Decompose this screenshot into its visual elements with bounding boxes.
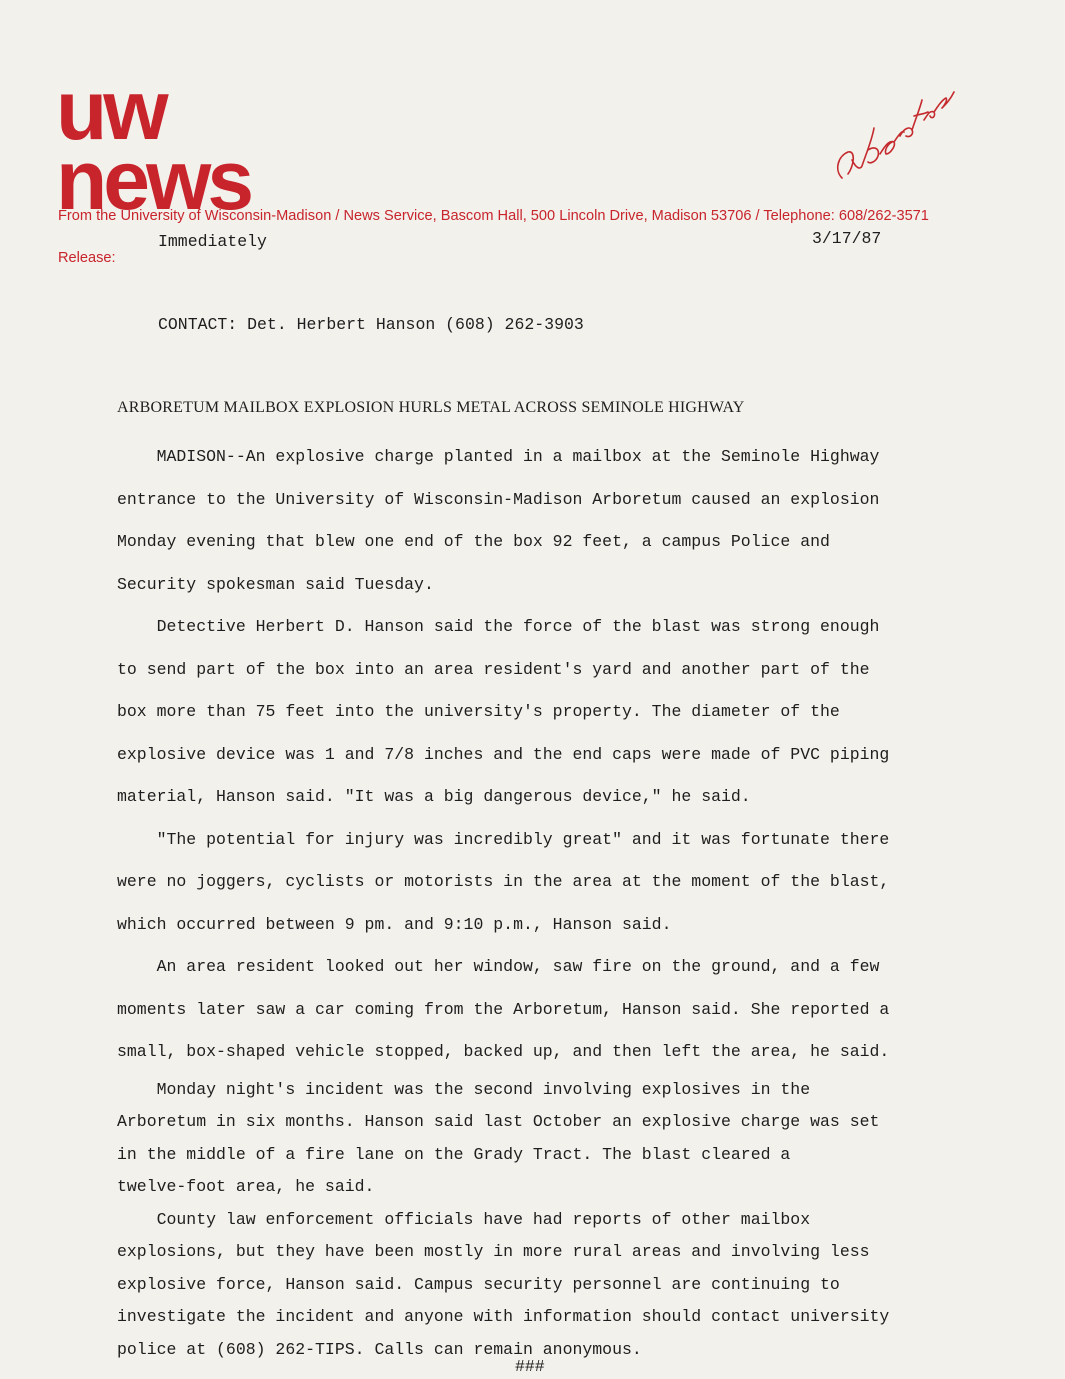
body-line: explosive device was 1 and 7/8 inches and the end caps were made of PVC piping — [117, 744, 890, 764]
release-label: Release: — [58, 250, 116, 266]
body-line: County law enforcement officials have had reports of other mailbox — [117, 1209, 811, 1229]
article-headline: ARBORETUM MAILBOX EXPLOSION HURLS METAL ACROSS SEMINOLE HIGHWAY — [117, 399, 745, 416]
end-mark: ### — [515, 1357, 545, 1376]
body-line: twelve-foot area, he said. — [117, 1177, 375, 1196]
handwritten-arboretum-note — [830, 70, 960, 190]
body-line: entrance to the University of Wisconsin-Madison Arboretum caused an explosion — [117, 489, 880, 509]
letterhead-address: From the University of Wisconsin-Madison / News Service, Bascom Hall, 500 Lincoln Drive, Madison 53706 / Telephone: 608/262-3571 — [58, 208, 929, 224]
body-line: investigate the incident and anyone with information should contact university — [117, 1307, 890, 1326]
contact-line: CONTACT: Det. Herbert Hanson (608) 262-3903 — [158, 315, 584, 334]
body-line: Monday evening that blew one end of the box 92 feet, a campus Police and — [117, 532, 830, 551]
release-value: Immediately — [158, 232, 267, 251]
logo-line-news: news — [56, 132, 251, 227]
body-line: which occurred between 9 pm. and 9:10 p.m., Hanson said. — [117, 914, 672, 934]
uw-news-logo — [56, 63, 251, 227]
body-line: to send part of the box into an area resident's yard and another part of the — [117, 659, 870, 679]
body-line: explosive force, Hanson said. Campus security personnel are continuing to — [117, 1274, 840, 1294]
body-line: material, Hanson said. "It was a big dangerous device," he said. — [117, 787, 751, 806]
body-line: Arboretum in six months. Hanson said last October an explosive charge was set — [117, 1112, 880, 1131]
body-line: in the middle of a fire lane on the Grady Tract. The blast cleared a — [117, 1144, 791, 1164]
body-double-spaced — [117, 436, 947, 1074]
logo-line-uw: uw — [56, 63, 165, 157]
body-line: Security spokesman said Tuesday. — [117, 574, 434, 594]
body-line: were no joggers, cyclists or motorists in the area at the moment of the blast, — [117, 872, 890, 891]
release-date: 3/17/87 — [812, 229, 882, 248]
body-line: An area resident looked out her window, saw fire on the ground, and a few — [117, 957, 880, 976]
body-line: Monday night's incident was the second involving explosives in the — [117, 1079, 811, 1099]
body-line: Detective Herbert D. Hanson said the force of the blast was strong enough — [117, 617, 880, 636]
body-line: "The potential for injury was incredibly great" and it was fortunate there — [117, 829, 890, 849]
body-line: explosions, but they have been mostly in more rural areas and involving less — [117, 1242, 870, 1261]
article-body — [117, 436, 947, 1366]
body-single-spaced — [117, 1074, 947, 1367]
body-line: MADISON--An explosive charge planted in a mailbox at the Seminole Highway — [117, 447, 880, 466]
body-line: small, box-shaped vehicle stopped, backed up, and then left the area, he said. — [117, 1042, 890, 1061]
body-line: police at (608) 262-TIPS. Calls can remain anonymous. — [117, 1339, 642, 1359]
body-line: box more than 75 feet into the university's property. The diameter of the — [117, 702, 840, 721]
body-line: moments later saw a car coming from the Arboretum, Hanson said. She reported a — [117, 999, 890, 1019]
